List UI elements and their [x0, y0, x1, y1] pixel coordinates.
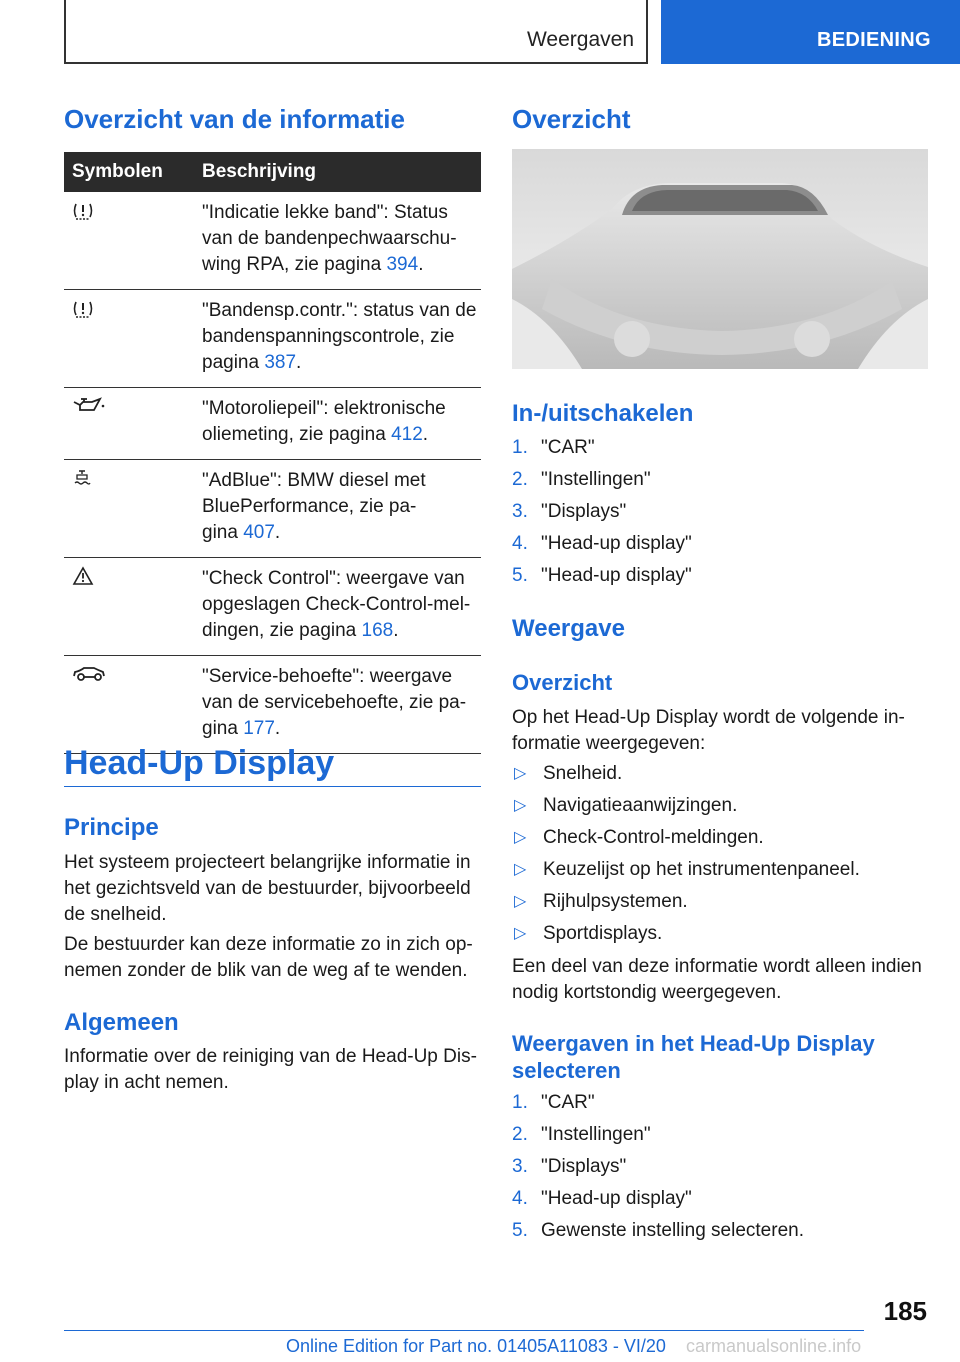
header-chapter-tab — [661, 0, 960, 64]
header-section-box — [64, 0, 648, 64]
symbol-table — [64, 152, 481, 754]
col-header-description: Beschrijving — [196, 152, 481, 192]
list-item: ▷ Keuzelijst op het instrumentenpaneel. — [514, 859, 860, 880]
list-item: ▷ Navigatieaanwijzingen. — [514, 795, 738, 816]
list-item: 3. "Displays" — [512, 1156, 627, 1177]
row-text-line: BluePerformance, zie pa- — [202, 496, 417, 517]
row-text-line: "Service-behoefte": weergave — [202, 666, 453, 687]
list-item: 1. "CAR" — [512, 437, 595, 458]
row-text-line: "Check Control": weergave van — [202, 568, 465, 589]
heading-weergave: Weergave — [512, 615, 625, 642]
row-text-line: pagina — [202, 352, 265, 373]
header-chapter-title: BEDIENING — [817, 29, 931, 51]
page-link[interactable]: 394 — [386, 254, 419, 275]
row-text-line: bandenspanningscontrole, zie — [202, 326, 455, 347]
header-section-title: Weergaven — [526, 28, 634, 51]
section-divider — [64, 786, 481, 787]
list-item: ▷ Rijhulpsystemen. — [514, 891, 688, 912]
symbol-table-header — [64, 152, 481, 192]
heading-select-displays: Weergaven in het Head-Up Display selecteren — [512, 1031, 875, 1083]
list-item: 5. Gewenste instelling selecteren. — [512, 1220, 804, 1241]
list-item: 5. "Head-up display" — [512, 565, 692, 586]
list-item: 4. "Head-up display" — [512, 1188, 692, 1209]
warning-triangle-icon — [72, 566, 94, 586]
section-title-hud: Head-Up Display — [64, 744, 335, 782]
row-text-line: wing RPA, zie pagina — [202, 254, 387, 275]
col-header-symbols: Symbolen — [64, 152, 196, 192]
list-item: 3. "Displays" — [512, 501, 627, 522]
list-item: 4. "Head-up display" — [512, 533, 692, 554]
steps-list-select — [512, 1087, 928, 1247]
watermark: carmanualsonline.info — [686, 1336, 862, 1356]
list-item: ▷ Sportdisplays. — [514, 923, 663, 944]
page-link[interactable]: 387 — [264, 352, 297, 373]
row-text-line: gina — [202, 718, 244, 739]
list-item: ▷ Snelheid. — [514, 763, 623, 784]
table-row: "Motoroliepeil": elektronische oliemeting, zie pagina 412. — [64, 388, 481, 460]
row-text-line: opgeslagen Check-Control-mel- — [202, 594, 471, 615]
table-row: "Indicatie lekke band": Status van de bandenpechwaarschu- wing RPA, zie pagina 394. — [64, 192, 481, 290]
row-text-line: gina — [202, 522, 244, 543]
list-item: 2. "Instellingen" — [512, 1124, 651, 1145]
heading-overzicht-sub: Overzicht — [512, 670, 613, 695]
page-link[interactable]: 177 — [243, 718, 275, 739]
row-text-line: dingen, zie pagina — [202, 620, 362, 641]
list-item: ▷ Check-Control-meldingen. — [514, 827, 764, 848]
tire-pressure-icon — [72, 298, 94, 320]
principe-paragraph-2: De bestuurder kan deze informatie zo in zich op-nemen zonder de blik van de weg af te wenden. — [64, 934, 473, 981]
table-row: "Check Control": weergave van opgeslagen Check-Control-mel- dingen, zie pagina 168. — [64, 558, 481, 656]
steps-list-toggle — [512, 432, 928, 592]
list-item: 2. "Instellingen" — [512, 469, 651, 490]
algemeen-paragraph: Informatie over de reiniging van de Head-Up Dis-play in acht nemen. — [64, 1046, 477, 1093]
footer-edition: Online Edition for Part no. 01405A11083 - VI/20 — [286, 1336, 666, 1356]
heading-overzicht: Overzicht — [512, 104, 631, 134]
table-row: "Bandensp.contr.": status van de bandenspanningscontrole, zie pagina 387. — [64, 290, 481, 388]
row-text-line: van de bandenpechwaarschu- — [202, 228, 457, 249]
deel-paragraph: Een deel van deze informatie wordt alleen indien nodig kortstondig weergegeven. — [512, 956, 922, 1003]
table-row: "Service-behoefte": weergave van de servicebehoefte, zie pa- gina 177. — [64, 656, 481, 754]
page-number: 185 — [883, 1296, 927, 1326]
heading-algemeen: Algemeen — [64, 1009, 179, 1036]
list-item: 1. "CAR" — [512, 1092, 595, 1113]
row-text-line: oliemeting, zie pagina — [202, 424, 392, 445]
section-title-overview: Overzicht van de informatie — [64, 104, 405, 134]
page-link[interactable]: 412 — [391, 424, 423, 445]
row-text-line: "Indicatie lekke band": Status — [202, 202, 448, 223]
page-link[interactable]: 168 — [361, 620, 394, 641]
adblue-icon — [72, 468, 92, 488]
overzicht-paragraph: Op het Head-Up Display wordt de volgende in-formatie weergegeven: — [512, 707, 905, 754]
oil-can-icon — [72, 396, 106, 416]
footer-divider — [64, 1330, 864, 1331]
row-text-line: "Motoroliepeil": elektronische — [202, 398, 446, 419]
row-text-line: "Bandensp.contr.": status van de — [202, 300, 477, 321]
info-bullet-list — [512, 758, 928, 950]
page-link[interactable]: 407 — [243, 522, 275, 543]
principe-paragraph-1: Het systeem projecteert belangrijke informatie in het gezichtsveld van de bestuurder, bijvoorbeeld de snelheid. — [64, 852, 471, 925]
heading-principe: Principe — [64, 814, 159, 841]
heading-in-uitschakelen: In-/uitschakelen — [512, 400, 694, 427]
table-row: "AdBlue": BMW diesel met BluePerformance, zie pa- gina 407. — [64, 460, 481, 558]
hud-dashboard-photo — [512, 149, 928, 369]
car-service-icon — [72, 664, 106, 682]
row-text-line: "AdBlue": BMW diesel met — [202, 470, 426, 491]
tire-warning-icon — [72, 200, 94, 222]
row-text-line: van de servicebehoefte, zie pa- — [202, 692, 467, 713]
